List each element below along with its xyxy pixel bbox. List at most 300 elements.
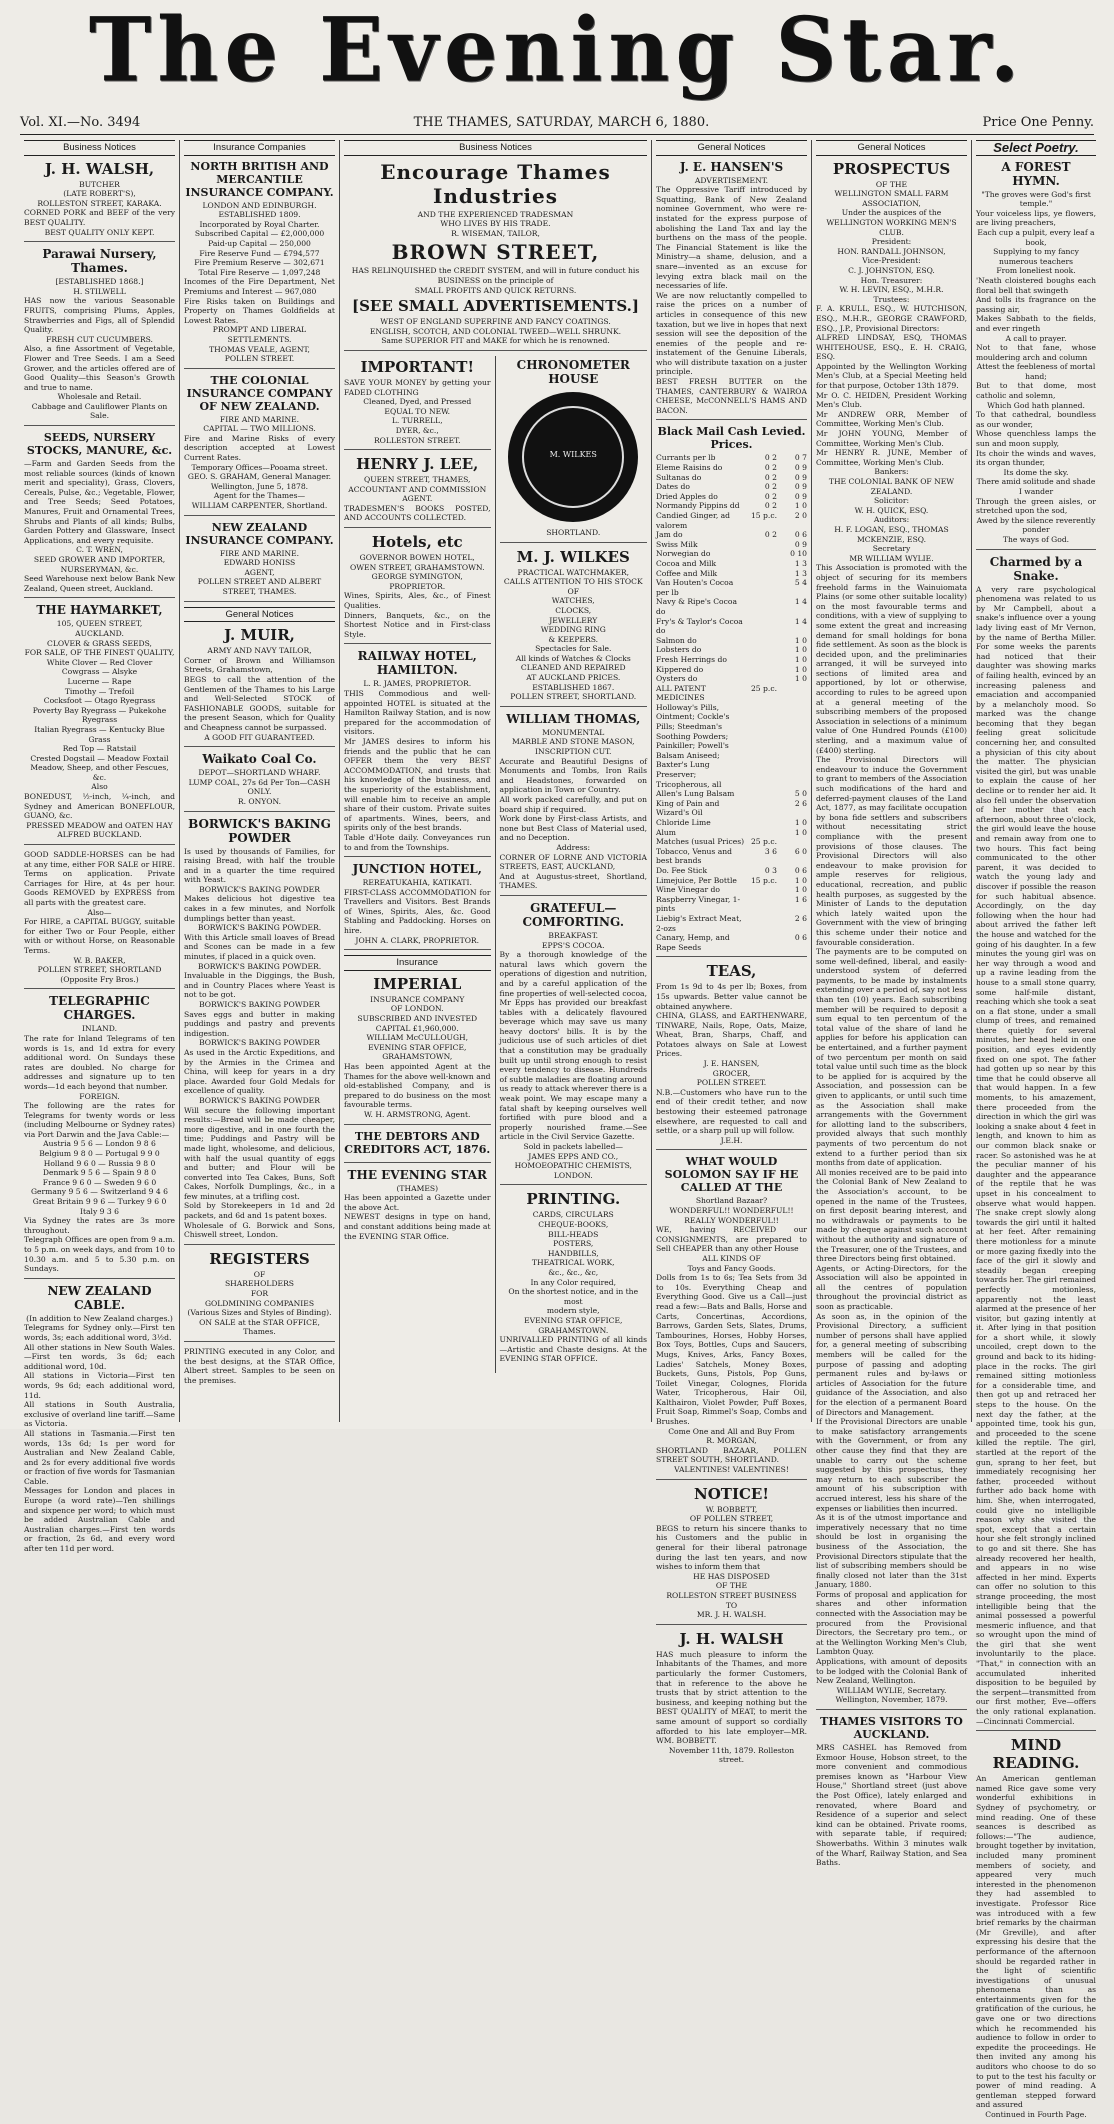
advert-line: ROLLESTON STREET, KARAKA. <box>37 198 162 208</box>
advert-line: This Association is promoted with the object of securing for its members freehold farms in the Wainuiomata Plains (or some other suitable locality) on the most favourable terms and conditions, with a view of supplying to some extent the great and increasing demand for small holdings for bona fide settlement. As soon as the block is decided upon, and the preliminaries arranged, it will be surveyed into sections of limited area and apportioned, by lot or otherwise, according to rules to be agreed upon at a general meeting of the subscribing members of the proposed Association in selections of a minimum value of One Hundred Pounds (£100) sterling, and a maximum value of (£400) sterling. <box>816 563 967 755</box>
advert-line: CAPITAL — TWO MILLIONS. <box>203 424 316 434</box>
advert-line: FOR <box>250 1289 269 1299</box>
advert-line: MONUMENTAL <box>542 727 605 737</box>
advert-line: HON. RANDALL JOHNSON, <box>837 246 946 256</box>
advert-line: WELLINGTON SMALL FARM ASSOCIATION, <box>834 189 949 208</box>
advert-line: L. TURRELL, <box>391 416 443 426</box>
advert-line: For HIRE, a CAPITAL BUGGY, suitable for either Two or Four People, either with or without Horse, on Reasonable Terms. <box>24 917 175 955</box>
price-cell: 0 2 <box>764 472 777 482</box>
advert-line: MR. J. H. WALSH. <box>696 1610 767 1620</box>
price-cell <box>749 885 777 895</box>
advert-heading: TELEGRAPHIC CHARGES. <box>49 994 150 1023</box>
advert-line: TO <box>725 1600 738 1610</box>
price-cell: Cocoa and Milk <box>656 558 717 568</box>
advert-line: LONDON. <box>553 1170 593 1180</box>
column-4 <box>652 140 812 1765</box>
advert-line: THEATRICAL WORK, <box>531 1258 615 1268</box>
advert-line: Meadow, Sheep, and other Fescues, &c. <box>30 763 169 782</box>
advert-line: Austria 9 5 6 — London 9 8 6 <box>43 1139 156 1149</box>
price-cell: 1 6 <box>794 894 807 904</box>
advert-line: —Farm and Garden Seeds from the most reliable sources (kinds of known merit and speciality), Grass, Clovers, Cereals, Pulse, &c.; Vegetable, Flower, and Tree Seeds; Seed Potatoes, Manures, Fruit and Ornamental Trees, Shrubs and Plants of all kinds; Bulbs, Garden Pottery and Glassware, Insect Applications, and every requisite. <box>24 459 175 545</box>
advert-line: J. E. HANSEN, <box>703 1059 760 1069</box>
advert-line: DYER, &c., <box>395 425 439 435</box>
advert-line: ALFRED LINDSAY, ESQ, THOMAS WHITEHOUSE, ESQ., E. H. CRAIG, ESQ. <box>816 333 967 362</box>
price-cell <box>749 828 777 838</box>
price-cell: Van Houten's Cocoa per lb <box>656 578 734 597</box>
advert-line: And at Augustus-street, Shortland, THAMES. <box>499 871 647 891</box>
advert-line: All stations in Tasmania.—First ten words, 13s 6d; 1s per word for Australian and New Zealand Cable, and 2s for every additional five words or fraction of five words for Tasmanian Cable. <box>24 1428 175 1486</box>
price-cell: 15 p.c. <box>750 875 777 885</box>
banner-line: SMALL PROFITS AND QUICK RETURNS. <box>414 285 577 295</box>
c4-advert <box>656 1485 807 1625</box>
advert-line: JEWELLERY <box>549 615 598 625</box>
advert-line: Mr JAMES desires to inform his friends and the public that he can OFFER them the very BEST ACCOMMODATION, and trusts that his knowledge of the business, and the superiority of the establishment, will enable him to receive an ample share of their custom. Private suites of apartments. Wines, beers, and spirits only of the best brands. <box>344 736 491 833</box>
advert-line: Crested Dogstail — Meadow Foxtail <box>30 753 169 763</box>
c2-advert <box>184 521 335 602</box>
price-cell: 2 0 <box>794 511 807 520</box>
price-cell: 1 0 <box>794 827 807 837</box>
advert-line: INSCRIPTION CUT. <box>535 747 612 757</box>
advert-line: &c., &c., &c, <box>548 1267 599 1277</box>
price-cell: 0 3 <box>764 865 777 875</box>
column-3 <box>340 140 652 1422</box>
advert-line: POLLEN STREET. <box>696 1078 767 1088</box>
advert-heading: THE DEBTORS AND CREDITORS ACT, 1876. <box>344 1129 491 1156</box>
advert-line: [ESTABLISHED 1868.] <box>55 277 144 287</box>
advert-line: ESTABLISHED 1867. <box>532 682 615 692</box>
advert-line: THIS Commodious and well-appointed HOTEL is situated at the Hamilton Railway Station, and is now prepared for the accommodation of visitors. <box>344 689 491 737</box>
advert-line: Has been appointed a Gazette under the above Act. <box>344 1193 491 1212</box>
advert-line: THE COLONIAL BANK OF NEW ZEALAND. <box>828 477 955 496</box>
price-cell: ALL PATENT MEDICINES <box>656 683 706 703</box>
advert-line: DEPOT—SHORTLAND WHARF. <box>198 768 321 778</box>
advert-line: The payments are to be computed on some well-defined, liberal, and easily-understood system of deferred payments, to be made by instalments extending over a period of, say not less than ten (10) years. Each subscribing member will be required to deposit a sum equal to ten percentum of the total value of the share of land he applies for before his application can be entertained, and a further payment of two percentum per month on said total value until such time as the block to be applied for is acquired by the Association, and possession can be given to applicants, or until such time as the Association shall make arrangements with the Government for allotting land to the subscribers, provided always that such monthly payments of two percentum do not extend to a further period than six months from date of application. <box>816 947 967 1168</box>
advert-line: PRACTICAL WATCHMAKER, <box>517 567 630 577</box>
advert-line: CAPITAL £1,960,000. <box>375 1023 459 1033</box>
advert-line: HAS now the various Seasonable FRUITS, comprising Plums, Apples, Strawberries and Figs, all of Splendid Quality. <box>24 296 175 335</box>
advert-heading: REGISTERS <box>209 1249 310 1268</box>
advert-line: MARBLE AND STONE MASON, <box>511 737 635 747</box>
price-cell: Wine Vinegar do <box>656 885 720 895</box>
advert-line: FOREIGN. <box>79 1091 120 1101</box>
sub-column-left <box>344 356 496 1373</box>
advert-line: Fire and Marine Risks of every description accepted at Lowest Current Rates. <box>184 433 335 463</box>
advert-line: Seed Warehouse next below Bank New Zealand, Queen street, Auckland. <box>24 574 175 593</box>
price-cell: Salmon do <box>656 635 697 645</box>
price-cell <box>749 569 777 579</box>
advert-line: VALENTINES! VALENTINES! <box>674 1465 789 1475</box>
advert-line: SEED GROWER AND IMPORTER, NURSERYMAN, &c. <box>33 555 166 574</box>
price-cell: 0 6 <box>794 530 807 540</box>
advert-heading: NEW ZEALAND INSURANCE COMPANY. <box>185 520 334 547</box>
c3-right-advert <box>500 1190 648 1368</box>
advert-line: Wholesale and Retail. <box>57 392 142 402</box>
issue-date: THE THAMES, SATURDAY, MARCH 6, 1880. <box>413 114 710 130</box>
advert-line: POLLEN STREET, SHORTLAND <box>37 965 162 975</box>
advert-line: GRAHAMSTOWN, <box>382 1052 453 1062</box>
advert-line: POSTERS, <box>553 1239 594 1249</box>
advert-heading: J. E. HANSEN'S <box>679 159 784 174</box>
advert-line: As it is of the utmost importance and imperatively necessary that no time should be lost in organising the business of the Association, the Provisional Directors stipulate that the list of subscribing members should be finally closed not later than the 31st January, 1880. <box>816 1513 967 1590</box>
advert-line: Forms of proposal and application for shares and other information connected with the Association may be procured from the Provisional Directors, the Secretary pro tem., or at the Wellington Working Men's Club, Lambton Quay. <box>816 1589 967 1657</box>
advert-heading: IMPERIAL <box>373 974 462 993</box>
price-cell: 1 4 <box>794 616 807 626</box>
advert-line: BEGS to call the attention of the Gentlemen of the Thames to his Large and Well-Selected STOCK of FASHIONABLE GOODS, suitable for the present Season, which for Quality and Cheapness cannot be surpassed. <box>184 674 335 732</box>
price-cell: 0 7 <box>794 453 807 463</box>
advert-line: Agents, or Acting-Directors, for the Association will also be appointed in all the centres of population throughout the provincial district as soon as practicable. <box>816 1263 967 1312</box>
price-cell <box>749 703 777 789</box>
advert-line: Mr O. C. HEIDEN, President Working Men's Club. <box>816 390 967 410</box>
wiseman-banner <box>344 160 647 351</box>
advert-line: H. STILWELL <box>73 286 126 296</box>
advert-line: Paid-up Capital — 250,000 <box>208 238 311 248</box>
advert-line: CORNED PORK and BEEF of the very BEST QUALITY. <box>24 208 175 227</box>
c4-advert <box>656 160 807 421</box>
advert-line: Come One and All and Buy From <box>668 1426 795 1436</box>
advert-line: Germany 9 5 6 — Switzerland 9 4 6 <box>30 1187 168 1197</box>
advert-line: ARMY AND NAVY TAILOR, <box>207 646 312 656</box>
advert-line: Denmark 9 5 6 — Spain 9 8 0 <box>42 1168 157 1178</box>
advert-line: Table d'Hote daily. Conveyances run to and from the Townships. <box>344 832 491 852</box>
advert-line: POLLEN STREET AND ALBERT STREET, THAMES. <box>197 577 322 596</box>
advert-line: In any Color required, <box>530 1277 617 1287</box>
price-cell: Swiss Milk <box>656 539 698 549</box>
advert-line: OWEN STREET, GRAHAMSTOWN. <box>350 562 485 572</box>
advert-line: Mr JOHN YOUNG, Member of Committee, Working Men's Club. <box>816 429 967 448</box>
advert-line: Cabbage and Cauliflower Plants on Sale. <box>31 401 168 421</box>
price-cell <box>749 655 777 665</box>
advert-line: H. F. LOGAN, ESQ., THOMAS MCKENZIE, ESQ. <box>834 524 949 544</box>
advert-line: "The groves were God's first temple." <box>981 189 1091 209</box>
advert-line: ALL KINDS OF <box>702 1253 761 1263</box>
advert-heading: Charmed by a Snake. <box>989 554 1083 583</box>
price-cell: Fresh Herrings do <box>656 654 727 664</box>
c3-left-advert <box>344 955 491 1124</box>
price-cell: Navy & Ripe's Cocoa do <box>656 597 737 616</box>
advert-line: F. A. KRULL, ESQ., W. HUTCHISON, ESQ., M.H.R., GEORGE CRAWFORD, ESQ., J.P., Provisional Directors: <box>816 304 967 333</box>
masthead <box>0 0 1114 100</box>
c3-right-advert <box>500 548 648 707</box>
price-cell: 1 0 <box>794 654 807 664</box>
c4-advert <box>656 425 807 957</box>
advert-line: Wellington, November, 1879. <box>835 1695 948 1705</box>
advert-line: Sold by Storekeepers in 1d and 2d packets, and 6d and 1s patent boxes. <box>184 1201 335 1221</box>
advert-line: Incomes of the Fire Department, Net Premiums and Interest — 967,080 <box>184 277 335 296</box>
advert-line: Belgium 9 8 0 — Portugal 9 9 0 <box>39 1149 160 1159</box>
price-cell: 5 0 <box>794 789 807 799</box>
price-cell <box>779 703 807 789</box>
price-cell <box>749 549 777 559</box>
newspaper-title: The Evening Star. <box>88 0 1026 102</box>
advert-line: France 9 6 0 — Sweden 9 6 0 <box>42 1177 157 1187</box>
advert-line: Vice-President: <box>862 256 921 266</box>
advert-line: (Opposite Fry Bros.) <box>60 974 139 984</box>
advert-heading: RAILWAY HOTEL, HAMILTON. <box>357 649 477 678</box>
advert-heading: J. MUIR, <box>224 626 295 645</box>
advert-line: AT AUCKLAND PRICES. <box>526 673 621 683</box>
sub-column-right <box>496 356 648 1373</box>
advert-line: CLOVER & GRASS SEEDS, <box>47 638 152 648</box>
advert-line: Invaluable in the Diggings, the Bush, and in Country Places where Yeast is not to be got. <box>184 971 335 1000</box>
banner-line: BROWN STREET, <box>391 240 600 265</box>
advert-line: OF LONDON. <box>390 1004 444 1014</box>
c2-advert <box>184 607 335 748</box>
sub-columns <box>344 356 647 1373</box>
advert-line: WILLIAM McCULLOUGH, <box>366 1033 469 1043</box>
advert-line: OF THE <box>875 179 908 189</box>
advert-heading: HENRY J. LEE, <box>356 455 479 474</box>
advert-heading: Hotels, etc <box>371 533 463 552</box>
advert-line: Great Britain 9 9 6 — Turkey 9 6 0 <box>32 1197 167 1207</box>
price-cell <box>749 799 777 818</box>
price-cell: Liebig's Extract Meat, 2-ozs <box>656 913 742 933</box>
c2-advert <box>184 817 335 1245</box>
advert-line: CHINA, GLASS, and EARTHENWARE, TINWARE, Nails, Rope, Oats, Maize, Wheat, Bran, Sharps, Chaff, and Potatoes always on Sale at Lowest Prices. <box>656 1011 807 1059</box>
advert-line: WEDDING RING <box>540 625 606 635</box>
price-cell: Canary, Hemp, and Rape Seeds <box>656 933 730 952</box>
advert-line: GOVERNOR BOWEN HOTEL, <box>359 553 475 563</box>
price-cell: 1 0 <box>794 645 807 655</box>
advert-line: Trustees: <box>873 294 910 304</box>
price-cell: 25 p.c. <box>750 837 777 847</box>
c5-advert <box>816 160 967 1710</box>
advert-line: ADVERTISEMENT. <box>694 175 769 185</box>
price-cell <box>779 837 807 847</box>
advert-heading: THE COLONIAL INSURANCE COMPANY OF NEW ZEALAND. <box>186 373 333 413</box>
column-2 <box>180 140 340 1422</box>
advert-line: HE HAS DISPOSED <box>693 1571 770 1581</box>
price-cell: 5 4 <box>794 578 807 588</box>
advert-line: MRS CASHEL has Removed from Exmoor House, Hobson street, to the more convenient and commodious premises known as "Harbour View House," Shortland street (just above the Post Office), lately enlarged and renovated, where Board and Residence of a superior and select kind can be obtained. Private rooms, with separate table, if required; Showerbaths. Within 3 minutes walk of the Wharf, Railway Station, and Sea Baths. <box>816 1743 967 1868</box>
advert-line: GOLDMINING COMPANIES <box>204 1298 315 1308</box>
advert-line: All monies received are to be paid into the Colonial Bank of New Zealand to the Association's account, to be opened in the name of the Trustees, on first deposit bearing interest, and no withdrawals or payments to be made by cheque against such account without the authority and signature of the Treasurer, one of the Trustees, and three Directors being first obtained. <box>816 1167 967 1264</box>
price-cell <box>779 684 807 703</box>
c3-left-advert <box>344 1168 491 1246</box>
c2-advert <box>184 160 335 369</box>
advert-line: PRINTING executed in any Color, and the best designs, at the STAR Office, Albert street. Samples to be seen on the premises. <box>184 1347 335 1385</box>
price-cell: 1 0 <box>794 885 807 895</box>
advert-line: Supplying to my fancy numerous teachers <box>993 247 1079 266</box>
c3-left-advert <box>344 1130 491 1163</box>
price-cell: Raspberry Vinegar, 1-pints <box>656 894 741 914</box>
advert-line: Applications, with amount of deposits to be lodged with the Colonial Bank of New Zealand, Wellington. <box>816 1657 967 1686</box>
advert-heading: NEW ZEALAND CABLE. <box>47 1283 152 1312</box>
clock-brand: M. WILKES <box>549 449 597 459</box>
price-cell: Normandy Pippins dd <box>656 501 740 511</box>
advert-line: WE, having RECEIVED our CONSIGNMENTS, are prepared to Sell CHEAPER than any other House <box>656 1225 807 1254</box>
c6-advert <box>976 555 1096 1732</box>
price-cell: 2 6 <box>794 798 807 808</box>
advert-line: INSURANCE COMPANY <box>370 994 465 1004</box>
advert-line: The following are the rates for Telegrams for twenty words or less (including Melbourne or Sydney rates) via Port Darwin and the Java Cable:— <box>24 1101 175 1139</box>
advert-line: And tolls its fragrance on the passing air, <box>976 295 1096 314</box>
advert-line: By a thorough knowledge of the natural laws which govern the operations of digestion and nutrition, and by a careful application of the fine properties of well-selected cocoa, Mr Epps has provided our breakfast tables with a delicately flavoured beverage which may save us many heavy doctors' bills. It is by the judicious use of such articles of diet that a constitution may be gradually built up until strong enough to resist every tendency to disease. Hundreds of subtle maladies are floating around us ready to attack wherever there is a weak point. We may escape many a fatal shaft by keeping ourselves well fortified with pure blood and a properly nourished frame.—See article in the Civil Service Gazette. <box>499 950 647 1142</box>
banner-line: HAS RELINQUISHED the CREDIT SYSTEM, and will in future conduct his BUSINESS on the principle of <box>351 266 640 285</box>
advert-line: EPPS'S COCOA. <box>541 940 605 950</box>
advert-line: C. J. JOHNSTON, ESQ. <box>848 265 935 275</box>
advert-line: Dinners, Banquets, &c., on the Shortest Notice and in First-class Style. <box>344 610 491 639</box>
advert-line: Fire Premium Reserve — 302,671 <box>194 258 325 268</box>
advert-line: INLAND. <box>81 1024 118 1034</box>
c2-advert <box>184 374 335 516</box>
advert-line: Secretary <box>872 544 911 554</box>
advert-line: L. R. JAMES, PROPRIETOR. <box>363 679 472 689</box>
advert-line: On the shortest notice, and in the most <box>508 1287 639 1306</box>
advert-line: Also, a fine Assortment of Vegetable, Flower and Tree Seeds. I am a Seed Grower, and the articles offered are of Good Quality—this Season's Growth and true to name. <box>24 344 175 392</box>
column-1 <box>20 140 180 1554</box>
advert-line: FOR SALE, OF THE FINEST QUALITY, <box>24 648 175 658</box>
advert-heading: SEEDS, NURSERY STOCKS, MANURE, &c. <box>26 431 173 458</box>
price-cell: Lobsters do <box>656 645 702 655</box>
c2-advert <box>184 1250 335 1342</box>
c5-advert <box>816 1715 967 1872</box>
advert-line: Agent for the Thames— <box>213 491 306 501</box>
price-cell <box>749 789 777 799</box>
advert-heading: CHRONOMETER HOUSE <box>516 357 630 386</box>
advert-line: LUMP COAL, 27s 6d Per Ton—CASH ONLY. <box>188 777 331 797</box>
advert-heading: PRINTING. <box>526 1190 621 1209</box>
advert-line: The rate for Inland Telegrams of ten words is 1s, and 1d extra for every additional word. On Sundays these rates are doubled. No charge for addresses and signature up to ten words—1d each beyond that number. <box>24 1033 175 1091</box>
advert-line: POLLEN STREET, SHORTLAND. <box>510 692 637 702</box>
advert-line: 105, QUEEN STREET, <box>56 619 143 629</box>
advert-line: Will secure the following important results:—Bread will be made cheaper, more digestive, and in one fourth the time; Puddings and Pastry will be made light, wholesome, and delicious, with half the usual quantity of eggs and butter; and Flour will be converted into Tea Cakes, Buns, Soft Cakes, Norfolk Dumplings, &c., in a few minutes, at a trifling cost. <box>184 1105 335 1201</box>
c1-advert <box>24 160 175 243</box>
advert-line: 'Neath cloistered boughs each floral bell that swingeth <box>976 275 1096 295</box>
advert-line: N.B.—Customers who have run to the end of their credit tether, and now bestowing their esteemed patronage elsewhere, are requested to call and settle, or a sharp pull up will follow. <box>656 1087 807 1136</box>
price-cell <box>749 895 777 914</box>
c1-advert <box>24 431 175 598</box>
advert-line: UNRIVALLED PRINTING of all kinds —Artistic and Chaste designs. At the EVENING STAR OFFICE. <box>499 1335 647 1364</box>
advert-line: Telegraph Offices are open from 9 a.m. to 5 p.m. on week days, and from 10 to 10.30 a.m. and 5 to 5.30 p.m. on Sundays. <box>24 1235 175 1274</box>
advert-line: SAVE YOUR MONEY by getting your FADED CLOTHING <box>344 377 491 397</box>
advert-line: Fire Reserve Fund — £794,577 <box>199 248 320 258</box>
advert-line: (Various Sizes and Styles of Binding). <box>187 1308 332 1318</box>
advert-line: W. H. ARMSTRONG, Agent. <box>364 1109 471 1119</box>
price-cell <box>749 617 777 636</box>
advert-line: The ways of God. <box>1002 534 1070 544</box>
advert-line: AGENT, <box>244 567 275 577</box>
price-cell: Dried Apples do <box>656 491 718 501</box>
price-cell: Jam do <box>656 530 683 540</box>
price-cell: 1 0 <box>794 635 807 645</box>
advert-line: GEO. S. GRAHAM, General Manager. <box>187 472 332 482</box>
price-cell: 1 0 <box>794 674 807 684</box>
section-heading: Insurance <box>344 955 491 971</box>
price-cell: 0 9 <box>794 463 807 473</box>
advert-line: November 11th, 1879. Rolleston street. <box>668 1745 795 1765</box>
price-cell: 1 3 <box>794 558 807 568</box>
advert-line: OF THE <box>715 1581 748 1591</box>
advert-heading: TEAS, <box>706 962 757 981</box>
advert-heading: JUNCTION HOTEL, <box>352 862 482 877</box>
advert-line: BORWICK'S BAKING POWDER. <box>197 961 322 971</box>
advert-line: GRAHAMSTOWN. <box>538 1325 609 1335</box>
advert-line: Italian Ryegrass — Kentucky Blue Grass <box>34 724 165 744</box>
advert-line: A GOOD FIT GUARANTEED. <box>204 732 315 742</box>
price-cell: Oysters do <box>656 674 698 684</box>
advert-line: Cowgrass — Alsyke <box>61 667 138 677</box>
advert-line: Fire Risks taken on Buildings and Property on Thames Goldfields at Lowest Rates. <box>184 296 335 325</box>
advert-heading: THE EVENING STAR <box>347 1167 487 1182</box>
advert-line: All stations in South Australia, exclusive of overland line tariff.—Same as Victoria. <box>24 1400 175 1429</box>
advert-heading: WHAT WOULD SOLOMON SAY IF HE CALLED AT THE <box>664 1155 799 1195</box>
advert-line: GROCER, <box>712 1068 751 1078</box>
price-cell: 3 6 <box>764 846 777 856</box>
advert-line: Dolls from 1s to 6s; Tea Sets from 3d to 10s. Everything Cheap and Everything Good. Give us a Call—just read a few:—Bats and Balls, Horse and Carts, Concertinas, Accordions, Barrows, Garden Sets, Slates, Drums, Tambourines, Horses, Hobby Horses, Box Toys, Bottles, Cups and Saucers, Mugs, Knives, Arks, Fancy Boxes, Ladies' Satchels, Money Boxes, Buckets, Guns, Pistols, Pop Guns, Toilet Vinegar, Colognes, Florida Water, Tricopherous, Hair Oil, Kalthairon, Violet Powder, Puff Boxes, Fruit Soap, Rimmel's Soap, Combs and Brushes. <box>656 1273 807 1427</box>
advert-line: BREAKFAST. <box>548 930 599 940</box>
price-cell: 0 6 <box>794 865 807 875</box>
advert-heading: J. H. WALSH, <box>44 159 155 178</box>
advert-line: To that cathedral, boundless as our wonder, <box>976 410 1096 429</box>
advert-line: ALFRED BUCKLAND. <box>57 830 142 840</box>
advert-line: Appointed by the Wellington Working Men's Club, at a Special Meeting held for that purpose, October 13th 1879. <box>816 361 967 391</box>
c2-advert <box>184 1347 335 1389</box>
price-cell: 0 2 <box>764 482 777 492</box>
price-cell: 0 2 <box>764 453 777 463</box>
price-cell: 0 6 <box>794 933 807 943</box>
advert-line: HOMOEOPATHIC CHEMISTS, <box>514 1161 632 1171</box>
advert-line: Mr HENRY R. JUNE, Member of Committee, Working Men's Club. <box>816 448 967 467</box>
advert-line: REALLY WONDERFUL!! <box>684 1215 779 1225</box>
advert-line: Is used by thousands of Families, for raising Bread, with half the trouble and in a quarter the time required with Yeast. <box>184 846 335 885</box>
advert-line: We are now reluctantly compelled to raise the prices on a number of articles in consequence of this new taxation, but we live in hopes that next session will see the deposition of the enemies of the people and re-instatement of the Genuine Liberals, who will distribute taxation on a juster principle. <box>656 290 807 377</box>
price-cell: 6 0 <box>794 846 807 856</box>
advert-heading: A FOREST HYMN. <box>1001 159 1071 188</box>
advert-line: THOMAS VEALE, AGENT, <box>209 344 310 354</box>
price-cell: Holloway's Pills, Ointment; Cockle's Pills; Steedman's Soothing Powders; Painkiller; Powell's Balsam Aniseed; Baxter's Lung Preserver; Tricopherous, all <box>656 702 730 789</box>
column-5 <box>812 140 972 1868</box>
advert-line: Mr ANDREW ORR, Member of Committee, Working Men's Club. <box>816 409 967 429</box>
advert-line: Accurate and Beautiful Designs of Monuments and Tombs, Iron Rails and Headstones, forwarded on application in Town or Country. <box>499 756 647 795</box>
advert-line: Cleaned, Dyed, and Pressed <box>363 397 472 407</box>
advert-line: LONDON AND EDINBURGH. <box>202 200 317 210</box>
advert-line: modern style, <box>546 1306 600 1316</box>
advert-line: Attest the feebleness of mortal hand; <box>976 362 1096 381</box>
advert-line: Toys and Fancy Goods. <box>687 1263 776 1273</box>
c3-left-advert <box>344 455 491 528</box>
advert-line: JOHN A. CLARK, PROPRIETOR. <box>355 935 480 945</box>
advert-line: Cocksfoot — Otago Ryegrass <box>43 696 156 706</box>
advert-line: Wellington, June 5, 1878. <box>210 481 309 491</box>
advert-line: R. ONYON. <box>237 796 282 806</box>
advert-line: Incorporated by Royal Charter. <box>199 219 320 229</box>
advert-line: Wholesale of G. Borwick and Sons, Chiswell street, London. <box>184 1220 335 1240</box>
advert-line: R. MORGAN, <box>706 1436 757 1446</box>
c4-advert <box>656 962 807 1150</box>
banner-line: Same SUPERIOR FIT and MAKE for which he is renowned. <box>381 336 610 346</box>
advert-line: EQUAL TO NEW. <box>384 406 451 416</box>
price-list <box>656 453 807 952</box>
advert-line: Wines, Spirits, Ales, &c., of Finest Qualities. <box>344 591 491 611</box>
advert-heading: M. J. WILKES <box>516 547 630 566</box>
banner-line: WEST OF ENGLAND SUPERFINE AND FANCY COATINGS. <box>380 317 611 327</box>
advert-line: Its choir the winds and waves, its organ thunder, <box>976 448 1096 468</box>
price-cell <box>749 636 777 646</box>
price-cell: 1 0 <box>794 818 807 827</box>
advert-line: FRESH CUT CUCUMBERS. <box>46 334 153 344</box>
advert-heading: Waikato Coal Co. <box>202 752 317 767</box>
advert-line: All work packed carefully, and put on board ship if required. <box>499 795 647 814</box>
price-cell: 0 2 <box>764 530 777 540</box>
c3-right-advert <box>500 712 648 896</box>
price-cell: 0 9 <box>794 482 807 492</box>
advert-line: Also <box>91 782 108 792</box>
volume-number: Vol. XI.—No. 3494 <box>20 114 141 130</box>
advert-line: The Oppressive Tariff introduced by Squatting, Bank of New Zealand nominee Government, who were re-instated for the express purpose of abolishing the Land Tax and lay the burthens on the mass of the people. The Financial Statement is like the Ministry—a shame, delusion, and a snare—invented as an excuse for levying extra black mail on the necessaries of life. <box>656 185 807 291</box>
advert-line: GEORGE SYMINGTON, PROPRIETOR. <box>371 572 463 591</box>
advert-line: W. H. LEVIN, ESQ., M.H.R. <box>839 285 944 295</box>
c1-advert <box>24 994 175 1278</box>
